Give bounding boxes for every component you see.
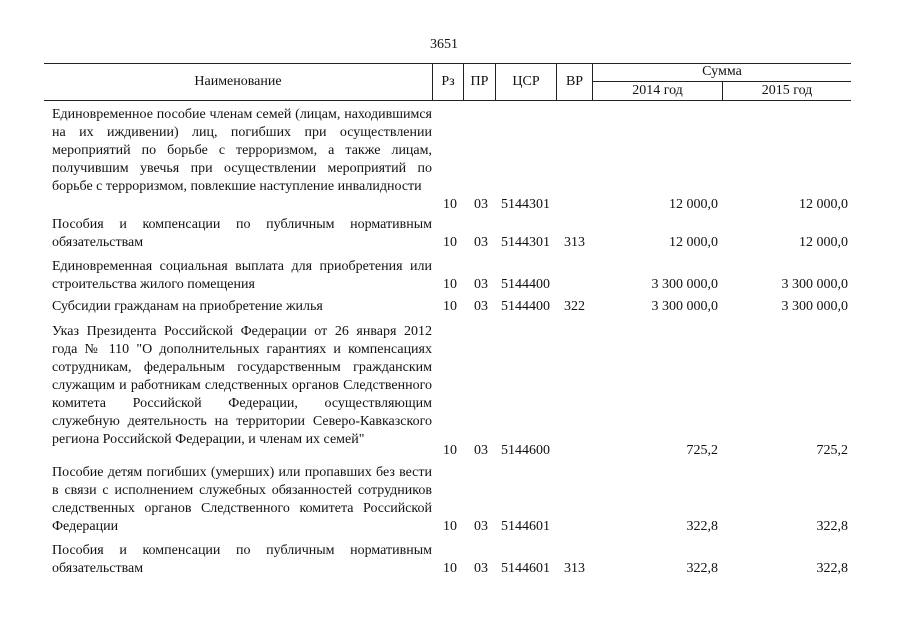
cell-rz: 10 (443, 299, 457, 314)
header-vr: ВР (565, 74, 584, 89)
cell-2015: 322,8 (816, 561, 848, 576)
table-row (0, 298, 905, 316)
row-name: Единовременное пособие членам семей (лицам, находившимся на их иждивении) лиц, погибших при осуществлении мероприятий по борьбе с терроризмом, а также лицам, получившим увечья при осуществлении мероприятий по борьбе с терроризмом, повлекшие наступление инвалидности (52, 107, 432, 194)
cell-vr: 322 (564, 299, 585, 314)
cell-csr: 5144301 (501, 197, 550, 212)
table-row (0, 542, 905, 578)
table-row (0, 106, 905, 214)
row-name: Пособие детям погибших (умерших) или пропавших без вести в связи с исполнением служебных обязанностей сотрудников следственных органов Следственного комитета Российской Федерации (52, 465, 432, 534)
table-row (0, 464, 905, 536)
header-year-2015: 2015 год (761, 83, 813, 98)
cell-2014: 12 000,0 (669, 235, 718, 250)
cell-rz: 10 (443, 519, 457, 534)
cell-rz: 10 (443, 277, 457, 292)
cell-2014: 725,2 (686, 443, 718, 458)
row-name: Пособия и компенсации по публичным нормативным обязательствам (52, 543, 432, 576)
cell-rz: 10 (443, 197, 457, 212)
cell-rz: 10 (443, 443, 457, 458)
header-csr: ЦСР (512, 74, 540, 89)
cell-csr: 5144301 (501, 235, 550, 250)
cell-2014: 322,8 (686, 561, 718, 576)
cell-vr: 313 (564, 561, 585, 576)
header-year-2014: 2014 год (632, 83, 683, 98)
cell-csr: 5144601 (501, 561, 550, 576)
table-row (0, 216, 905, 252)
table-row (0, 258, 905, 294)
cell-pr: 03 (474, 197, 488, 212)
cell-2015: 322,8 (816, 519, 848, 534)
cell-2015: 725,2 (816, 443, 848, 458)
cell-2014: 322,8 (686, 519, 718, 534)
cell-2015: 12 000,0 (799, 197, 848, 212)
header-name: Наименование (194, 74, 282, 89)
cell-2015: 12 000,0 (799, 235, 848, 250)
table-row (0, 323, 905, 460)
cell-pr: 03 (474, 235, 488, 250)
header-sum: Сумма (702, 64, 742, 79)
row-name: Субсидии гражданам на приобретение жилья (52, 299, 323, 314)
cell-csr: 5144601 (501, 519, 550, 534)
row-name: Единовременная социальная выплата для приобретения или строительства жилого помещения (52, 259, 432, 292)
cell-2015: 3 300 000,0 (781, 299, 848, 314)
row-name: Пособия и компенсации по публичным нормативным обязательствам (52, 217, 432, 250)
cell-pr: 03 (474, 277, 488, 292)
cell-pr: 03 (474, 299, 488, 314)
cell-vr: 313 (564, 235, 585, 250)
cell-pr: 03 (474, 443, 488, 458)
cell-2014: 3 300 000,0 (651, 277, 718, 292)
page-number: 3651 (430, 37, 458, 52)
cell-rz: 10 (443, 235, 457, 250)
cell-2015: 3 300 000,0 (781, 277, 848, 292)
cell-pr: 03 (474, 519, 488, 534)
cell-pr: 03 (474, 561, 488, 576)
cell-2014: 3 300 000,0 (651, 299, 718, 314)
header-rz: Рз (441, 74, 455, 89)
cell-2014: 12 000,0 (669, 197, 718, 212)
cell-csr: 5144400 (501, 299, 550, 314)
header-pr: ПР (470, 74, 489, 89)
table-header (44, 63, 851, 101)
row-name: Указ Президента Российской Федерации от 26 января 2012 года № 110 "О дополнительных гарантиях и компенсациях сотрудникам, федеральным государственным гражданским служащим и работникам следственных органов Следственного комитета Российской Федерации, осуществляющим служебную деятельность на территории Северо-Кавказского региона Российской Федерации, и членам их семей" (52, 324, 432, 447)
cell-rz: 10 (443, 561, 457, 576)
cell-csr: 5144400 (501, 277, 550, 292)
cell-csr: 5144600 (501, 443, 550, 458)
